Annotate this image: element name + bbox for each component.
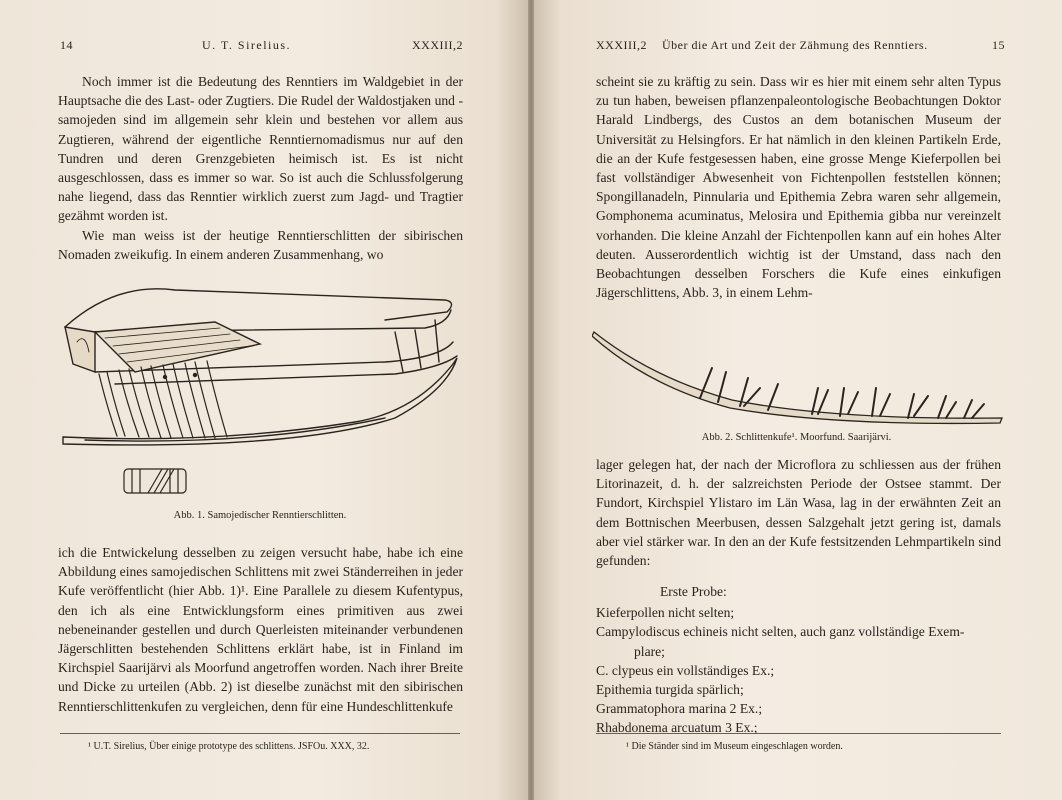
right-running-title: Über die Art und Zeit der Zähmung des Renntiers.	[662, 38, 928, 52]
left-text-bottom	[58, 543, 463, 716]
footnote-rule	[60, 733, 460, 734]
paragraph: lager gelegen hat, der nach der Microflora zu schliessen aus der frühen Litorinazeit, d. h. der salzreichsten Periode der Ostsee stammt. Der Fundort, Kirchspiel Ylistaro im Län Wasa, lag in der erwähnten Zeit an dem Bottnischen Meerbusen, dessen Salzgehalt jetzt gering ist, damals aber viel stärker war. In den an der Kufe festsitzenden Lehmpartikeln sind gefunden:	[596, 457, 1001, 569]
list-title: Erste Probe:	[660, 584, 727, 599]
list-item: Epithemia turgida spärlich;	[596, 682, 744, 698]
paragraph: Noch immer ist die Bedeutung des Renntiers im Waldgebiet in der Hauptsache die des Last- oder Zugtiers. Die Rudel der Waldostjaken und -samojeden sind im allgemein sehr klein und bestehen vor allem aus Zugtieren, während der eigentliche Renntiernomadismus nur auf den Tundren und deren Grenzgebieten heimisch ist. Es ist nicht ausgeschlossen, dass es immer so war. So ist auch die Schlussfolgerung nahe liegend, dass das Renntier wirklich zuerst zum Jagd- und Tragtier gezähmt worden ist.	[58, 74, 463, 224]
figure-1-caption: Abb. 1. Samojedischer Renntierschlitten.	[173, 510, 347, 521]
paragraph: ich die Entwickelung desselben zu zeigen versucht habe, habe ich eine Abbildung eines samojedischen Schlittens mit zwei Ständerreihen in jeder Kufe veröffentlicht (hier Abb. 1)¹. Eine Parallele zu diesem Kufentypus, den ich als eine Entwicklungsform eines primitiven aus zwei nebeneinander gestellen und durch Querleisten miteinander verbundenen Jägerschlitten bestehenden Schlittens erklärt habe, ist in Finland im Kirchspiel Saarijärvi als Moorfund angetroffen worden. Nach ihrer Breite und Dicke zu urteilen (Abb. 2) ist dieselbe zunächst mit den sibirischen Renntierschlittenkufen zu vergleichen, denn für eine Hundeschlittenkufe	[58, 545, 463, 714]
left-volume: XXXIII,2	[412, 38, 463, 52]
list-item: Rhabdonema arcuatum 3 Ex.;	[596, 720, 758, 736]
paragraph: scheint sie zu kräftig zu sein. Dass wir es hier mit einem sehr alten Typus zu tun haben, beweisen pflanzenpaleontologische Beobachtungen Doktor Harald Lindbergs, des Custos an dem botanischen Museum der Universität zu Helsingfors. Er hat nämlich in den kleinen Partikeln Erde, die an der Kufe festgesessen haben, eine grosse Menge Kieferpollen bei fast vollständiger Abwesenheit von Fichtenpollen feststellen können; Spongillanadeln, Pinnularia und Epithemia Zebra waren sehr allgemein, Gomphonema acuminatus, Melosira und Epithemia gibba nur vereinzelt vorhanden. Die kleine Anzahl der Fichtenpollen kann auf ein hohes Alter deuten. Ausserordentlich wichtig ist der Umstand, dass nach den Beobachtungen desselben Forschers die Kufe eines einkufigen Jägerschlittens, Abb. 3, in einem Lehm-	[596, 74, 1001, 301]
right-text-top	[596, 72, 1001, 302]
list-item: C. clypeus ein vollständiges Ex.;	[596, 662, 775, 678]
left-page	[0, 0, 528, 800]
left-page-number: 14	[60, 38, 73, 52]
left-text-top	[58, 72, 463, 264]
left-running-title: U. T. Sirelius.	[202, 38, 292, 52]
right-text-mid	[596, 455, 1001, 570]
right-page	[534, 0, 1062, 800]
list-item: plare;	[634, 643, 665, 659]
right-footnote: ¹ Die Ständer sind im Museum eingeschlagen worden.	[626, 741, 843, 752]
left-footnote: ¹ U.T. Sirelius, Über einige prototype des schlittens. JSFOu. XXX, 32.	[88, 741, 370, 752]
right-volume: XXXIII,2	[596, 38, 647, 52]
right-page-number: 15	[992, 38, 1005, 52]
list-item: Campylodiscus echineis nicht selten, auch ganz vollständige Exem-	[596, 624, 965, 640]
sledge-illustration	[55, 272, 460, 457]
sample-list	[596, 582, 1006, 738]
paragraph: Wie man weiss ist der heutige Renntierschlitten der sibirischen Nomaden zweikufig. In einem anderen Zusammenhang, wo	[58, 227, 463, 262]
runner-cross-section	[122, 466, 188, 496]
footnote-rule	[596, 733, 1001, 734]
figure-2-caption: Abb. 2. Schlittenkufe¹. Moorfund. Saarijärvi.	[701, 432, 892, 443]
list-item: Grammatophora marina 2 Ex.;	[596, 701, 763, 717]
list-item: Kieferpollen nicht selten;	[596, 605, 735, 621]
runner-illustration	[592, 328, 1004, 428]
